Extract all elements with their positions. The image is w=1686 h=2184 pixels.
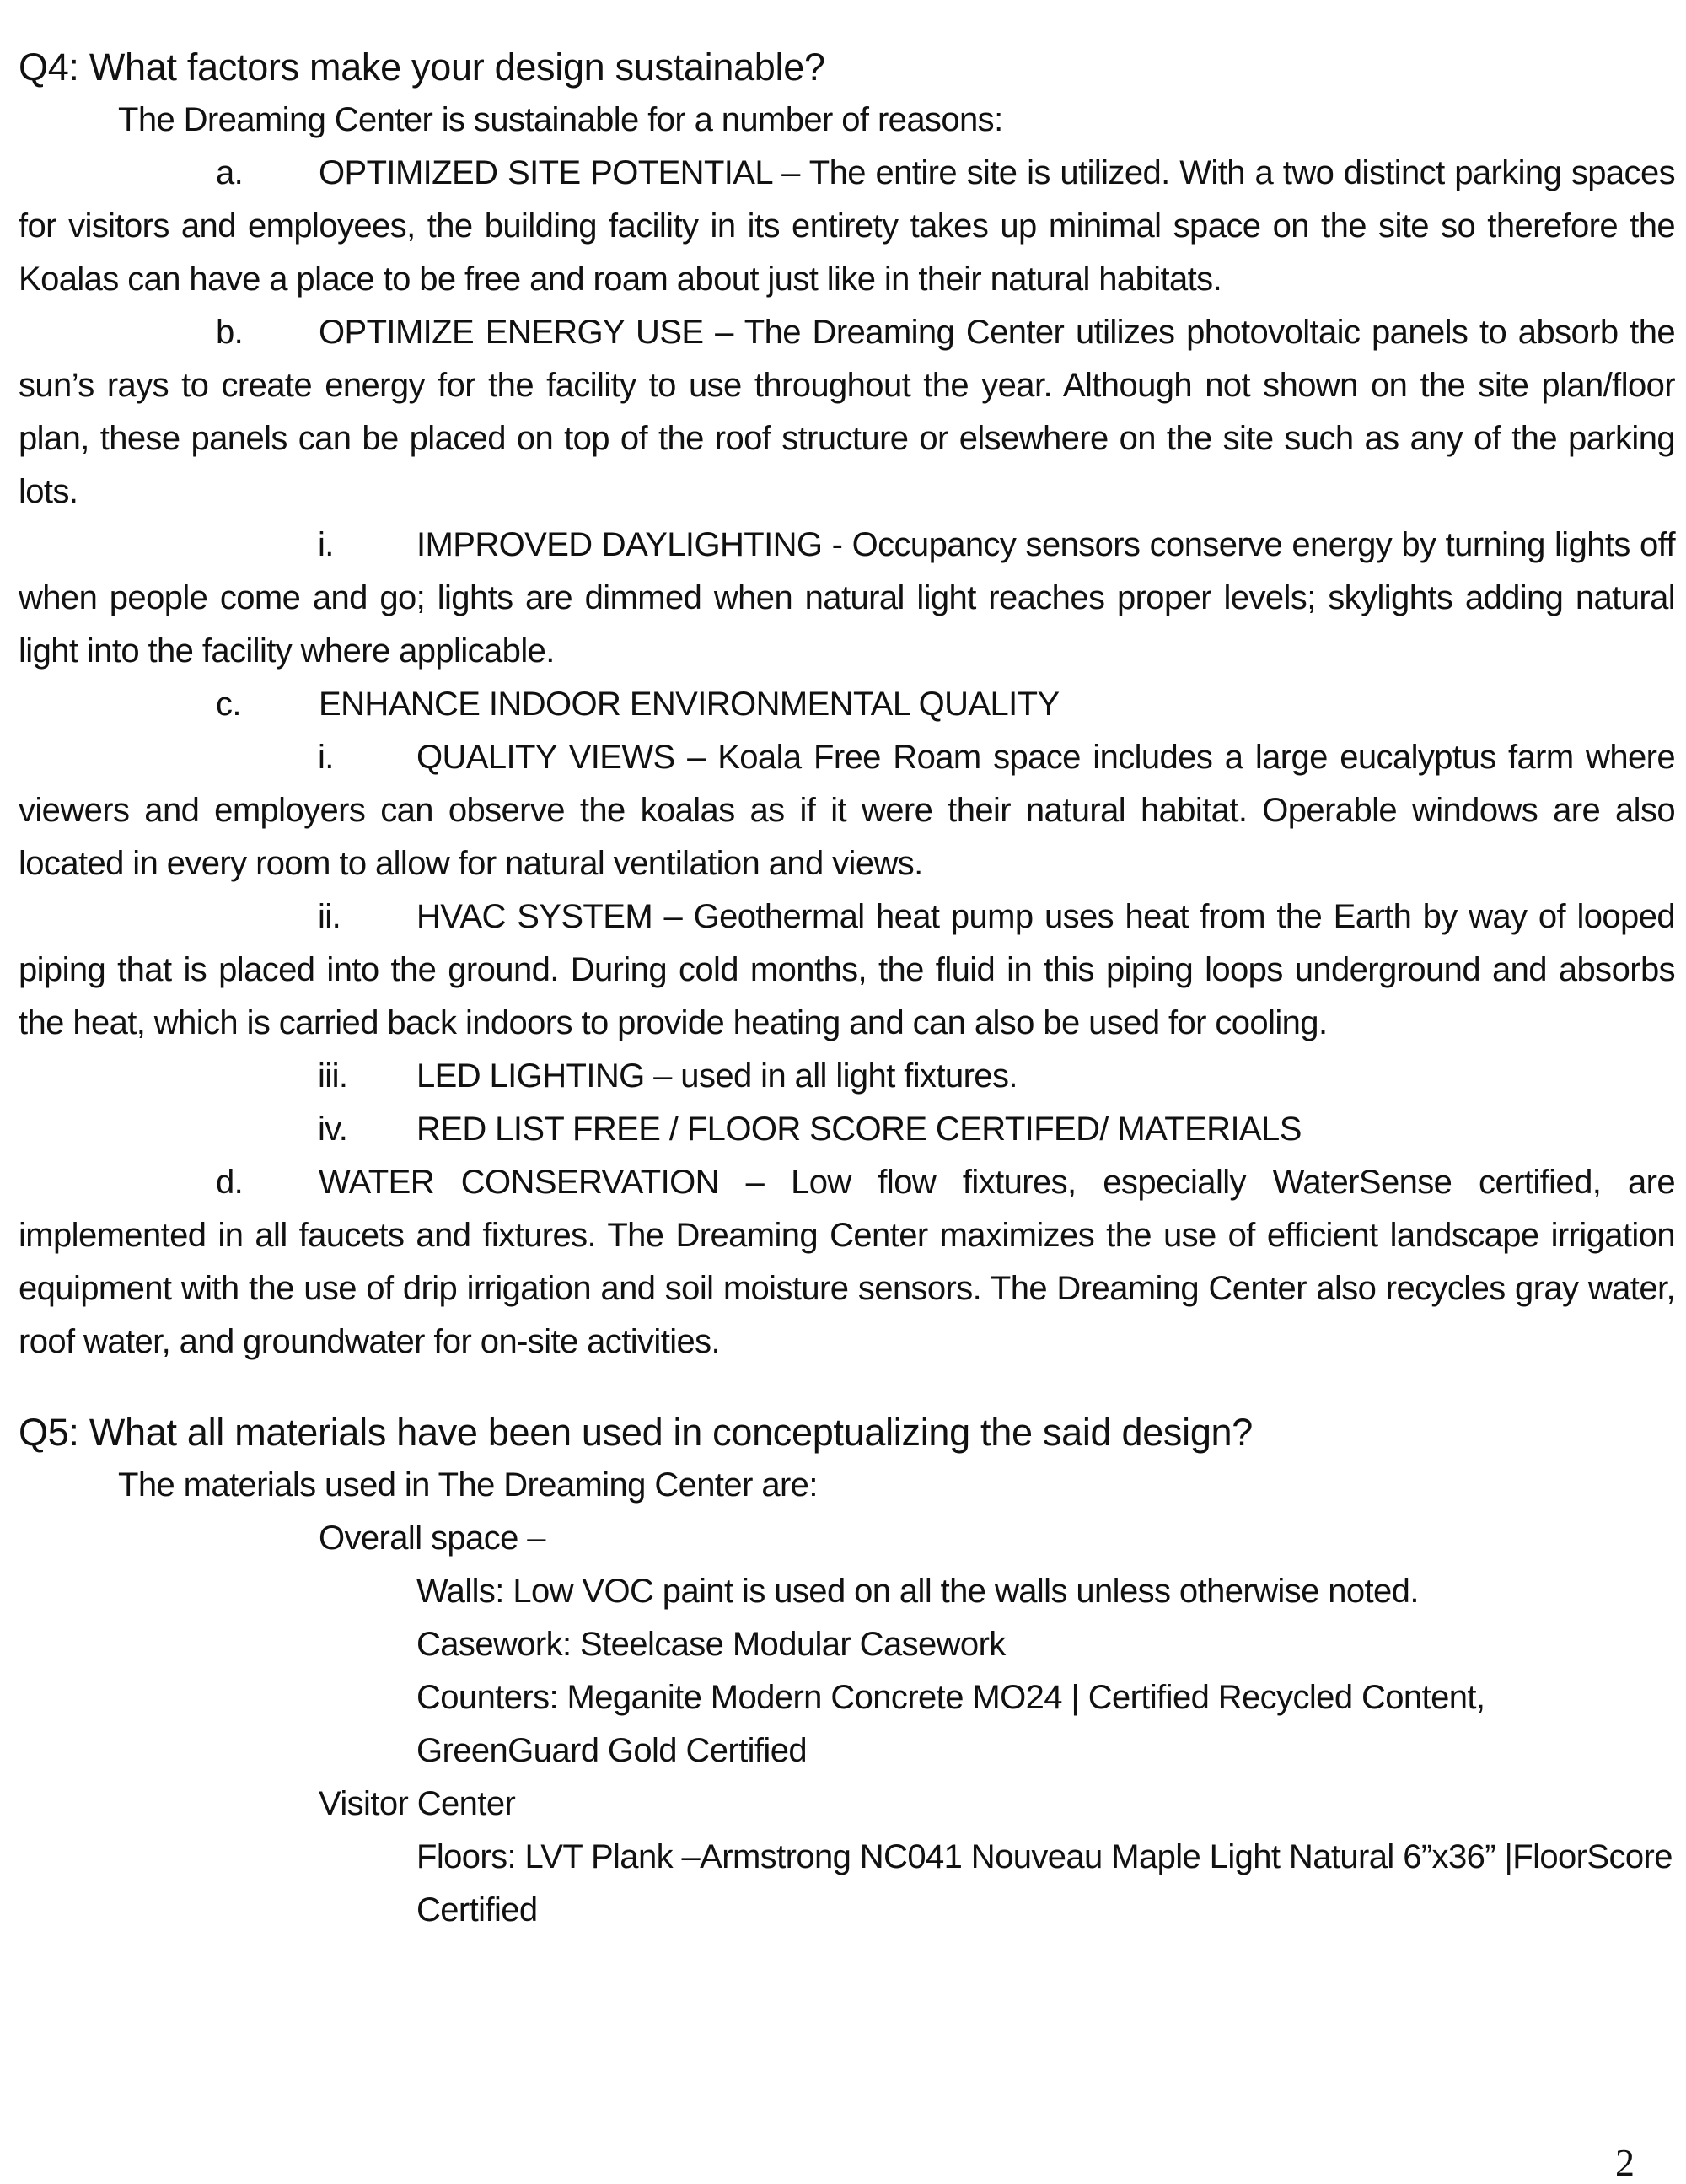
list-item-text: Overall space – [319, 1520, 545, 1557]
list-item-text: OPTIMIZED SITE POTENTIAL – The entire site is utilized. With a two distinct parking spaces for visitors and employees, the building facility in its entirety takes up minimal space on the site so therefore the Koalas can have a place to be free and roam about just like in their natural habitats. [19, 154, 1675, 298]
q4-item-b [19, 306, 1675, 519]
list-marker [19, 1778, 319, 1831]
page-number: 2 [1615, 2141, 1635, 2184]
q5-item-a [19, 1512, 1675, 1565]
list-item-text: ENHANCE INDOOR ENVIRONMENTAL QUALITY [319, 686, 1060, 723]
list-item-text: HVAC SYSTEM – Geothermal heat pump uses heat from the Earth by way of looped piping that is placed into the ground. During cold months, the fluid in this piping loops underground and absorbs the heat, which is carried back indoors to provide heating and can also be used for cooling. [19, 898, 1675, 1041]
list-marker: d. [216, 1164, 244, 1201]
q5-item-a-i [19, 1565, 1675, 1618]
list-item-text: Floors: LVT Plank –Armstrong NC041 Nouveau Maple Light Natural 6”x36” |FloorScore Certified [416, 1838, 1673, 1928]
list-item-text: OPTIMIZE ENERGY USE – The Dreaming Center utilizes photovoltaic panels to absorb the sun’s rays to create energy for the facility to use throughout the year. Although not shown on the site plan/floor plan, these panels can be placed on top of the roof structure or elsewhere on the site such as any of the parking lots. [19, 314, 1675, 510]
list-item-text: LED LIGHTING – used in all light fixtures. [416, 1057, 1018, 1095]
q4-item-b-i [19, 519, 1675, 678]
q5-intro: The materials used in The Dreaming Center are: [118, 1466, 818, 1504]
q4-item-c-iii [19, 1050, 1675, 1103]
list-item-text: Casework: Steelcase Modular Casework [416, 1626, 1006, 1663]
list-item-text: IMPROVED DAYLIGHTING - Occupancy sensors conserve energy by turning lights off when people come and go; lights are dimmed when natural light reaches proper levels; skylights adding natural light into the facility where applicable. [19, 526, 1675, 670]
q5-item-a-ii [19, 1618, 1675, 1671]
list-marker [19, 1565, 416, 1618]
q4-item-c-ii [19, 890, 1675, 1050]
list-marker [19, 1671, 416, 1724]
q5-heading: Q5: What all materials have been used in conceptualizing the said design? [19, 1411, 1254, 1454]
q5-item-b-i [19, 1831, 1675, 1937]
q4-item-c-iv [19, 1103, 1675, 1156]
list-marker [19, 1512, 319, 1565]
list-marker: i. [318, 526, 334, 563]
document-body [19, 40, 1675, 1937]
q4-heading: Q4: What factors make your design sustainable? [19, 46, 825, 89]
list-item-text: Counters: Meganite Modern Concrete MO24 | Certified Recycled Content, GreenGuard Gold Certified [416, 1679, 1485, 1769]
q4-item-d [19, 1156, 1675, 1369]
list-marker: b. [216, 314, 244, 351]
q4-item-c [19, 678, 1675, 731]
q4-intro: The Dreaming Center is sustainable for a number of reasons: [118, 101, 1003, 138]
q4-item-a [19, 147, 1675, 306]
list-item-text: QUALITY VIEWS – Koala Free Roam space includes a large eucalyptus farm where viewers and employers can observe the koalas as if it were their natural habitat. Operable windows are also located in every room to allow for natural ventilation and views. [19, 739, 1675, 882]
list-item-text: Walls: Low VOC paint is used on all the walls unless otherwise noted. [416, 1573, 1419, 1610]
q5-item-a-iii [19, 1671, 1675, 1778]
list-marker: ii. [318, 898, 341, 935]
q5-item-b [19, 1778, 1675, 1831]
list-marker: iv. [318, 1111, 348, 1148]
section-spacer [19, 1369, 1675, 1406]
list-item-text: RED LIST FREE / FLOOR SCORE CERTIFED/ MATERIALS [416, 1111, 1302, 1148]
list-marker: c. [216, 686, 241, 723]
list-marker [19, 1831, 416, 1884]
q4-item-c-i [19, 731, 1675, 890]
list-marker: a. [216, 154, 244, 191]
list-marker: iii. [318, 1057, 348, 1095]
list-marker: i. [318, 739, 334, 776]
list-item-text: Visitor Center [319, 1785, 516, 1822]
list-marker [19, 1618, 416, 1671]
list-item-text: WATER CONSERVATION – Low flow fixtures, especially WaterSense certified, are implemented in all faucets and fixtures. The Dreaming Center maximizes the use of efficient landscape irrigation equipment with the use of drip irrigation and soil moisture sensors. The Dreaming Center also recycles gray water, roof water, and groundwater for on-site activities. [19, 1164, 1675, 1360]
